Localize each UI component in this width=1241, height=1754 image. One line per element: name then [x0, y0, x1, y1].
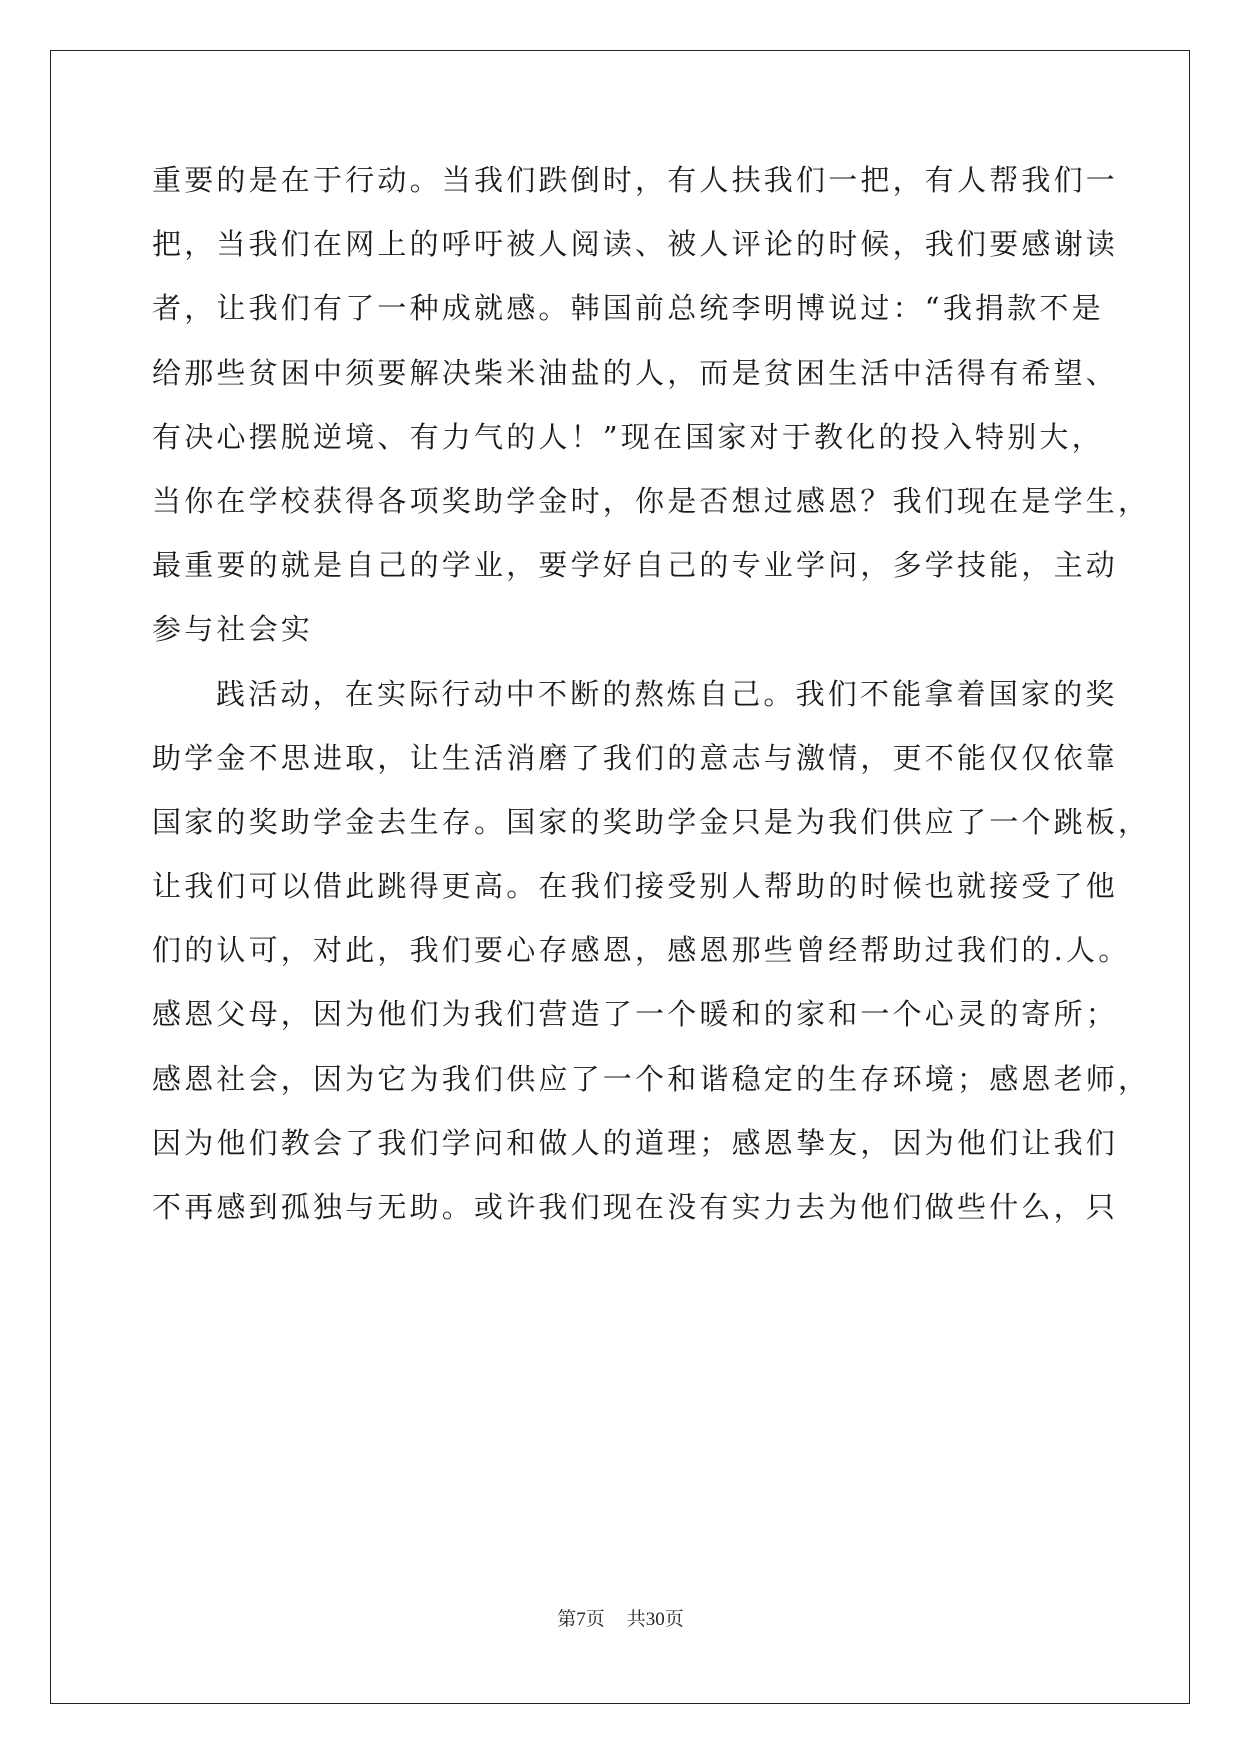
text-line: 不再感到孤独与无助。或许我们现在没有实力去为他们做些什么，只: [152, 1190, 1119, 1224]
text-line: 有决心摆脱逆境、有力气的人！”现在国家对于教化的投入特别大，: [152, 419, 1104, 454]
text-line: 让我们可以借此跳得更高。在我们接受别人帮助的时候也就接受了他: [152, 869, 1119, 904]
text-line: 国家的奖助学金去生存。国家的奖助学金只是为我们供应了一个跳板，: [152, 804, 1151, 839]
text-line: 重要的是在于行动。当我们跌倒时，有人扶我们一把，有人帮我们一: [152, 163, 1119, 197]
text-line: 助学金不思进取，让生活消磨了我们的意志与激情，更不能仅仅依靠: [152, 740, 1119, 775]
text-line: 们的认可，对此，我们要心存感恩，感恩那些曾经帮助过我们的.人。: [152, 933, 1131, 968]
text-line: 最重要的就是自己的学业，要学好自己的专业学问，多学技能，主动: [152, 548, 1119, 583]
text-line-paragraph-start: 践活动，在实际行动中不断的熬炼自己。我们不能拿着国家的奖: [216, 676, 1118, 711]
text-line: 给那些贫困中须要解决柴米油盐的人，而是贫困生活中活得有希望、: [152, 355, 1119, 390]
text-line: 因为他们教会了我们学问和做人的道理；感恩挚友，因为他们让我们: [152, 1125, 1119, 1160]
text-line: 当你在学校获得各项奖助学金时，你是否想过感恩？我们现在是学生，: [152, 483, 1151, 518]
document-body: [152, 148, 1151, 1239]
text-line: 把，当我们在网上的呼吁被人阅读、被人评论的时候，我们要感谢读: [152, 227, 1119, 262]
text-line: 感恩社会，因为它为我们供应了一个和谐稳定的生存环境；感恩老师，: [152, 1061, 1151, 1096]
text-line: 参与社会实: [152, 612, 314, 647]
page-footer: [0, 1604, 1241, 1631]
text-line: 感恩父母，因为他们为我们营造了一个暖和的家和一个心灵的寄所；: [152, 997, 1119, 1032]
text-line: 者，让我们有了一种成就感。韩国前总统李明博说过：“我捐款不是: [152, 291, 1104, 326]
page-total: 共30页: [626, 1609, 684, 1630]
page-number: 第7页: [557, 1609, 605, 1630]
